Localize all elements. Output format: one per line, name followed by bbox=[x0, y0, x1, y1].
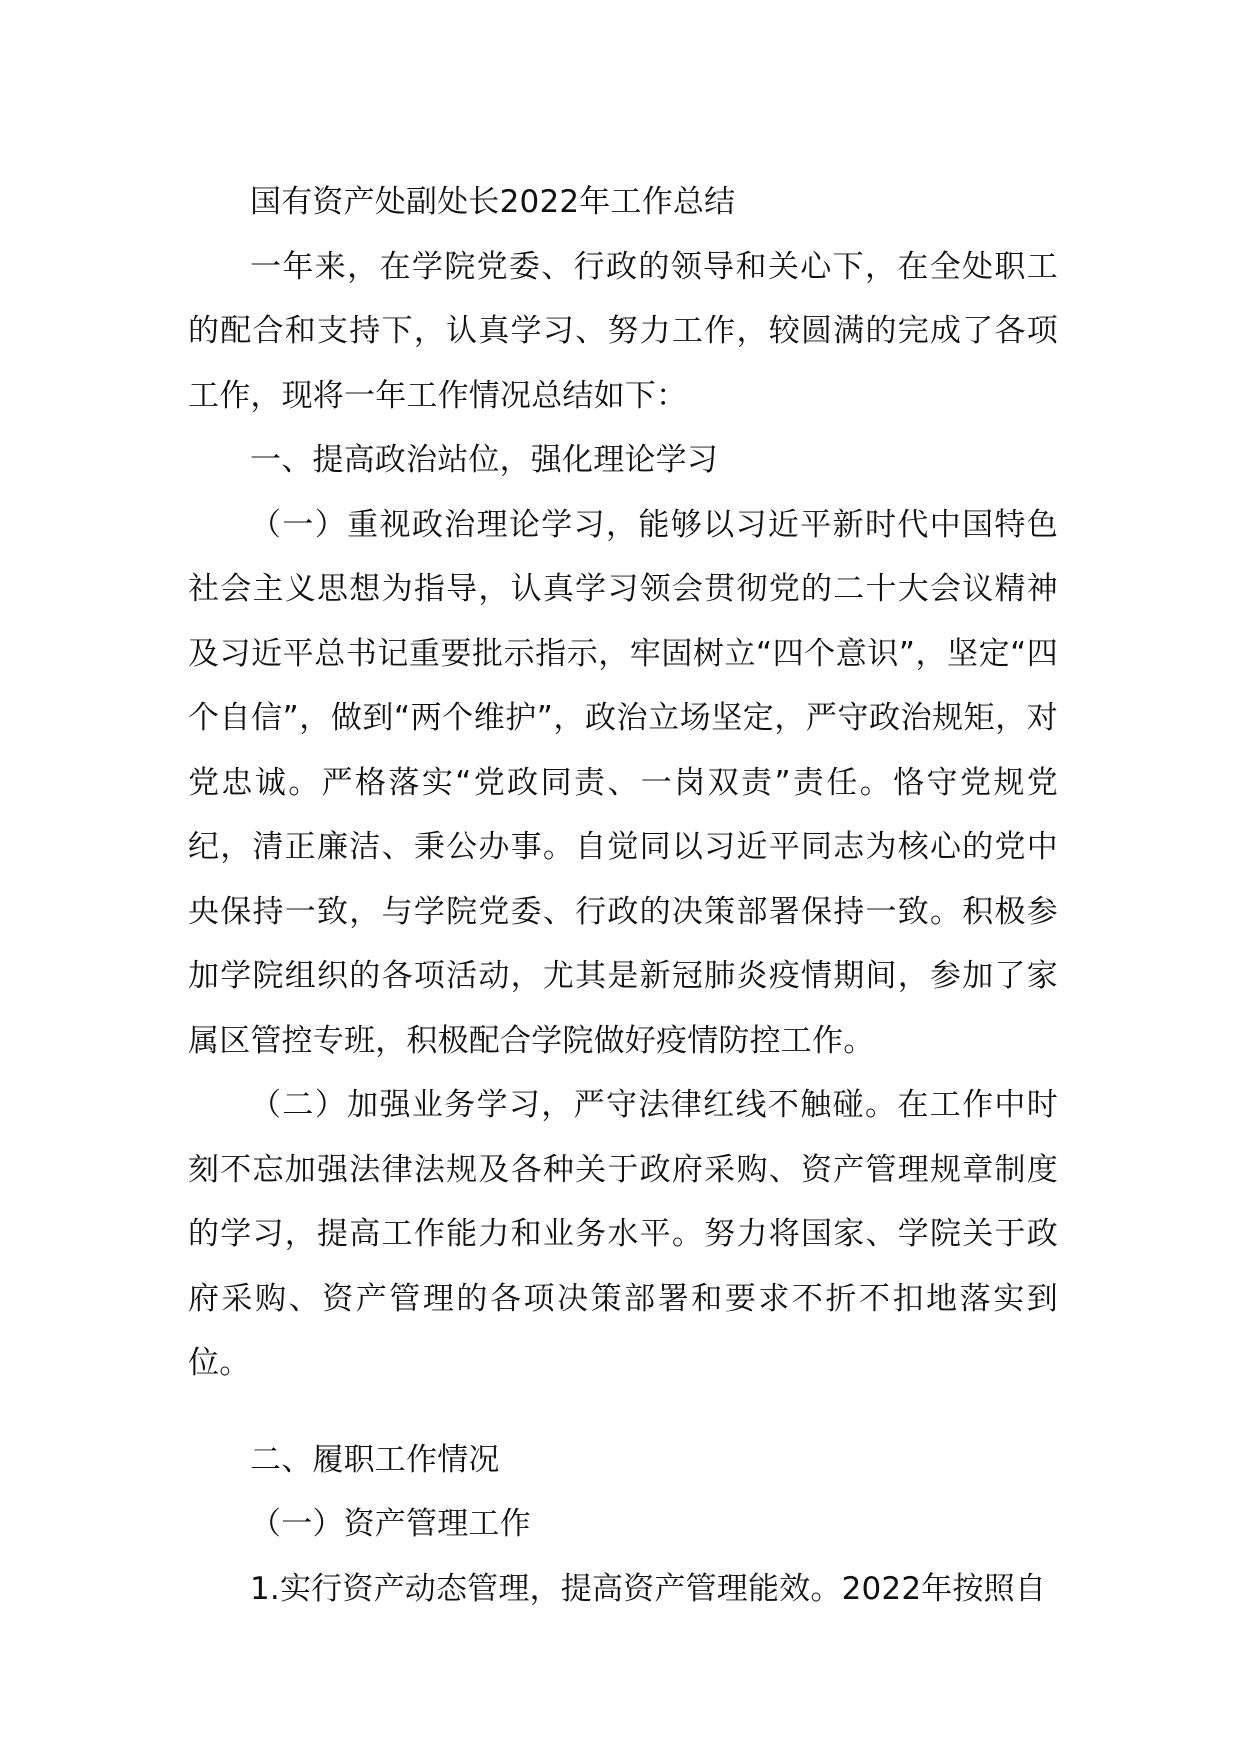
intro-paragraph: 一年来，在学院党委、行政的领导和关心下，在全处职工的配合和支持下，认真学习、努力工作，较圆满的完成了各项工作，现将一年工作情况总结如下： bbox=[188, 248, 1058, 414]
section-heading-1: 一、提高政治站位，强化理论学习 bbox=[250, 442, 718, 478]
paragraph-gap bbox=[188, 1396, 1058, 1428]
section-heading-2: 二、履职工作情况 bbox=[250, 1441, 500, 1478]
subsection-paragraph-1-2: （二）加强业务学习，严守法律红线不触碰。在工作中时刻不忘加强法律法规及各种关于政府采购、资产管理规章制度的学习，提高工作能力和业务水平。努力将国家、学院关于政府采购、资产管理的各项决策部署和要求不折不扣地落实到位。 bbox=[188, 1087, 1058, 1381]
subsection-paragraph-1-1: （一）重视政治理论学习，能够以习近平新时代中国特色社会主义思想为指导，认真学习领会贯彻党的二十大会议精神及习近平总书记重要批示指示，牢固树立“四个意识”，坚定“四个自信”，做到“两个维护”，政治立场坚定，严守政治规矩，对党忠诚。严格落实“党政同责、一岗双责”责任。恪守党规党纪，清正廉洁、秉公办事。自觉同以习近平同志为核心的党中央保持一致，与学院党委、行政的决策部署保持一致。积极参加学院组织的各项活动，尤其是新冠肺炎疫情期间，参加了家属区管控专班，积极配合学院做好疫情防控工作。 bbox=[188, 506, 1058, 1059]
document-body bbox=[188, 170, 1058, 1621]
subsection-heading-2-1: （一）资产管理工作 bbox=[250, 1506, 531, 1542]
document-title: 国有资产处副处长2022年工作总结 bbox=[250, 184, 736, 220]
list-item-paragraph-1: 1.实行资产动态管理，提高资产管理能效。2022年按照自 bbox=[250, 1570, 1047, 1607]
